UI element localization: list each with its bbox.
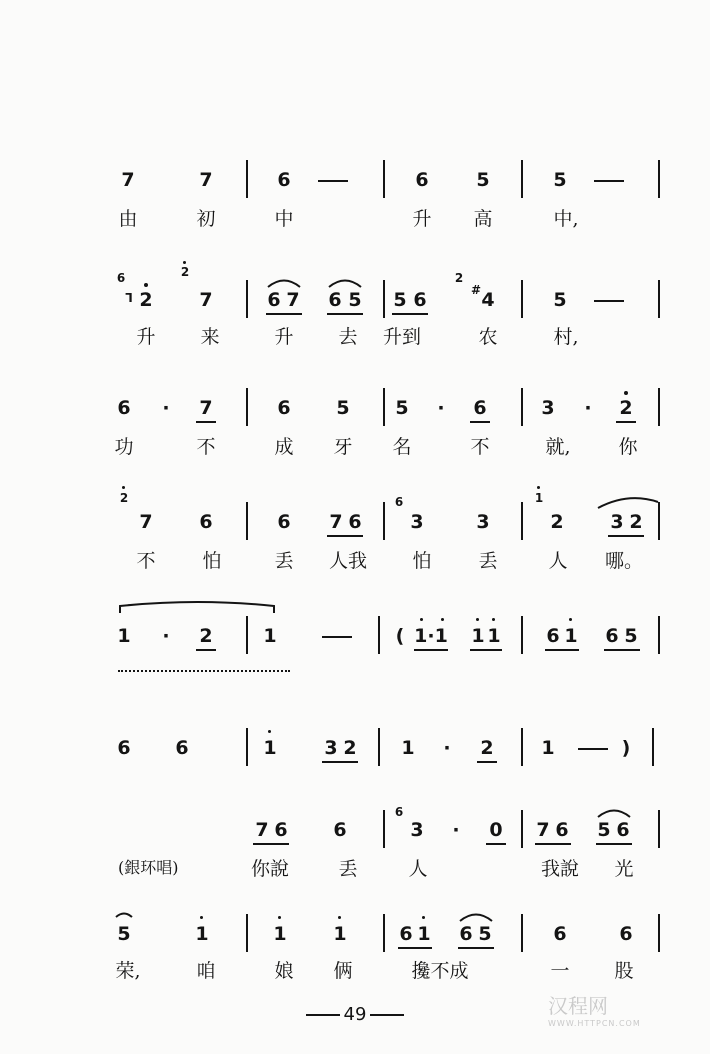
note: 6 xyxy=(117,397,131,419)
underline xyxy=(414,649,448,651)
lyric: 功 xyxy=(114,436,134,458)
note: 1 xyxy=(273,923,287,945)
note: 6 xyxy=(333,819,347,841)
upper-octave-dot xyxy=(422,916,425,919)
note: 6 xyxy=(553,923,567,945)
note: 6 xyxy=(546,625,560,647)
barline xyxy=(521,728,523,766)
note: 7 xyxy=(199,169,213,191)
note: 1·1 xyxy=(414,625,448,647)
lyric: 升 xyxy=(274,326,294,348)
lyric: 一 xyxy=(550,960,570,982)
barline xyxy=(658,616,660,654)
note: 5 xyxy=(597,819,611,841)
lyric: 怕 xyxy=(412,550,432,572)
grace-note: 2 xyxy=(119,491,129,505)
lyric: 哪。 xyxy=(604,550,644,572)
barline xyxy=(658,502,660,540)
lyric: 不 xyxy=(470,436,490,458)
note: 7 xyxy=(255,819,269,841)
barline xyxy=(521,914,523,952)
note: 6 xyxy=(328,289,342,311)
note: 1 xyxy=(541,737,555,759)
note: 5 xyxy=(336,397,350,419)
grace-note: 6 xyxy=(394,805,404,819)
note: 3 xyxy=(410,819,424,841)
lyric: 成 xyxy=(274,436,294,458)
underline xyxy=(196,421,216,423)
note: 6 xyxy=(413,289,427,311)
note: 5 xyxy=(478,923,492,945)
underline xyxy=(470,649,502,651)
footer-rule xyxy=(306,1014,340,1016)
grace-note: 2 xyxy=(180,265,190,279)
lyric: 咱 xyxy=(196,960,216,982)
barline xyxy=(521,388,523,426)
lyric: 中 xyxy=(274,208,294,230)
underline xyxy=(604,649,640,651)
note: 1 xyxy=(333,923,347,945)
lyric: 由 xyxy=(118,208,138,230)
lyric: 你說 xyxy=(250,858,290,880)
dot-extension: · xyxy=(162,625,170,647)
barline xyxy=(521,810,523,848)
lyric: 高 xyxy=(473,208,493,230)
note: 5 xyxy=(395,397,409,419)
underline xyxy=(616,421,636,423)
note: 5 xyxy=(553,169,567,191)
underline xyxy=(545,649,579,651)
upper-octave-dot xyxy=(200,916,203,919)
grace-note: 1 xyxy=(534,491,544,505)
note: 2 xyxy=(619,397,633,419)
upper-octave-dot xyxy=(569,618,572,621)
note: 3 xyxy=(410,511,424,533)
note: 2 xyxy=(139,289,153,311)
dot-extension: · xyxy=(584,397,592,419)
note: 1 xyxy=(263,625,277,647)
barline xyxy=(246,388,248,426)
note: 5 xyxy=(476,169,490,191)
slur xyxy=(266,276,302,288)
lyric: 俩 xyxy=(333,960,353,982)
barline xyxy=(521,160,523,198)
underline xyxy=(608,535,644,537)
note: 3 xyxy=(324,737,338,759)
note: 6 xyxy=(619,923,633,945)
note: 4 xyxy=(481,289,495,311)
note: 6 xyxy=(616,819,630,841)
tie xyxy=(596,496,660,510)
upper-octave-dot xyxy=(183,261,186,264)
note: 7 xyxy=(139,511,153,533)
dash xyxy=(322,636,352,638)
barline xyxy=(658,914,660,952)
note: 1 xyxy=(487,625,501,647)
lyric: 丢 xyxy=(274,550,294,572)
lyric: 不 xyxy=(196,436,216,458)
note: 1 xyxy=(564,625,578,647)
lyric: 攙不成 xyxy=(411,960,469,982)
note: 5 xyxy=(348,289,362,311)
underline xyxy=(596,843,632,845)
upper-octave-dot xyxy=(144,283,148,287)
barline xyxy=(521,616,523,654)
lyric: 名 xyxy=(392,436,412,458)
barline xyxy=(246,728,248,766)
dot-extension: · xyxy=(452,819,460,841)
grace-note: 2 xyxy=(454,271,464,285)
barline xyxy=(658,280,660,318)
barline xyxy=(383,914,385,952)
lyric: 人 xyxy=(548,550,568,572)
note: 6 xyxy=(277,169,291,191)
underline xyxy=(470,421,490,423)
barline xyxy=(246,616,248,654)
lyric: 怕 xyxy=(202,550,222,572)
lyric: 人我 xyxy=(328,550,368,572)
lyric: 娘 xyxy=(274,960,294,982)
upper-octave-dot xyxy=(537,486,540,489)
barline xyxy=(246,914,248,952)
note: 6 xyxy=(415,169,429,191)
underline xyxy=(253,843,289,845)
underline xyxy=(477,761,497,763)
note: 6 xyxy=(175,737,189,759)
note: 5 xyxy=(553,289,567,311)
singer-label: (銀环唱) xyxy=(118,858,179,877)
underline xyxy=(327,313,363,315)
underline xyxy=(322,761,358,763)
note: 5 xyxy=(393,289,407,311)
lyric: 丢 xyxy=(338,858,358,880)
barline xyxy=(521,280,523,318)
note: 5 xyxy=(624,625,638,647)
slur xyxy=(114,910,134,918)
note: 7 xyxy=(199,397,213,419)
note: 7 xyxy=(121,169,135,191)
upper-octave-dot xyxy=(492,618,495,621)
lyric: 升 xyxy=(412,208,432,230)
barline xyxy=(246,280,248,318)
note: 6 xyxy=(274,819,288,841)
slur xyxy=(596,806,632,818)
barline xyxy=(658,810,660,848)
lyric: 光 xyxy=(614,858,634,880)
lyric: 中, xyxy=(553,208,579,230)
grace-mark: ᒣ xyxy=(125,291,133,305)
upper-octave-dot xyxy=(476,618,479,621)
paren-close: ) xyxy=(621,737,631,759)
barline xyxy=(658,388,660,426)
upper-octave-dot xyxy=(441,618,444,621)
note: 6 xyxy=(277,397,291,419)
note: 7 xyxy=(286,289,300,311)
barline xyxy=(383,388,385,426)
lyric: 你 xyxy=(618,436,638,458)
upper-octave-dot xyxy=(268,730,271,733)
upper-octave-dot xyxy=(420,618,423,621)
note: 1 xyxy=(263,737,277,759)
lyric: 就, xyxy=(545,436,571,458)
upper-octave-dot xyxy=(624,391,628,395)
grace-note: 6 xyxy=(116,271,126,285)
note: 6 xyxy=(399,923,413,945)
lyric: 初 xyxy=(196,208,216,230)
note: 7 xyxy=(329,511,343,533)
slur xyxy=(458,910,494,922)
lyric: 升到 xyxy=(382,326,422,348)
barline xyxy=(378,616,380,654)
underline xyxy=(392,313,428,315)
note: 6 xyxy=(199,511,213,533)
note: 3 xyxy=(476,511,490,533)
note: 1 xyxy=(417,923,431,945)
paren-open: ( xyxy=(395,625,405,647)
barline xyxy=(378,728,380,766)
note: 1 xyxy=(401,737,415,759)
note: 6 xyxy=(117,737,131,759)
underline xyxy=(458,947,494,949)
note: 6 xyxy=(555,819,569,841)
lyric: 丢 xyxy=(478,550,498,572)
note: 1 xyxy=(117,625,131,647)
slur xyxy=(327,276,363,288)
dot-extension: · xyxy=(437,397,445,419)
note: 6 xyxy=(605,625,619,647)
lyric: 不 xyxy=(136,550,156,572)
note: 7 xyxy=(199,289,213,311)
note: 2 xyxy=(629,511,643,533)
note: 2 xyxy=(480,737,494,759)
lyric: 农 xyxy=(478,326,498,348)
barline xyxy=(383,160,385,198)
underline xyxy=(535,843,571,845)
note: 7 xyxy=(536,819,550,841)
upper-octave-dot xyxy=(122,486,125,489)
note: 3 xyxy=(541,397,555,419)
upper-octave-dot xyxy=(338,916,341,919)
watermark-text: 汉程网 xyxy=(548,994,608,1018)
underline xyxy=(327,535,363,537)
upper-octave-dot xyxy=(278,916,281,919)
underline xyxy=(266,313,302,315)
note: 6 xyxy=(459,923,473,945)
sharp-sign: # xyxy=(470,283,482,297)
barline xyxy=(246,160,248,198)
footer-rule xyxy=(370,1014,404,1016)
lyric: 去 xyxy=(338,326,358,348)
note: 1 xyxy=(471,625,485,647)
barline xyxy=(246,502,248,540)
dash xyxy=(578,748,608,750)
note: 2 xyxy=(343,737,357,759)
barline xyxy=(521,502,523,540)
note: 6 xyxy=(267,289,281,311)
note: 3 xyxy=(610,511,624,533)
watermark-url: WWW.HTTPCN.COM xyxy=(548,1019,641,1028)
note: 2 xyxy=(550,511,564,533)
dash xyxy=(594,180,624,182)
note: 6 xyxy=(473,397,487,419)
lyric: 村, xyxy=(553,326,579,348)
barline xyxy=(383,502,385,540)
underline xyxy=(196,649,216,651)
watermark-logo xyxy=(548,990,641,1028)
lyric: 荣, xyxy=(115,960,141,982)
grace-note: 6 xyxy=(394,495,404,509)
tie xyxy=(118,600,276,614)
dotted-extension-line xyxy=(118,670,290,672)
barline xyxy=(652,728,654,766)
note: 0 xyxy=(489,819,503,841)
underline xyxy=(486,843,506,845)
lyric: 牙 xyxy=(333,436,353,458)
lyric: 股 xyxy=(614,960,634,982)
note: 2 xyxy=(199,625,213,647)
dash xyxy=(318,180,348,182)
note: 6 xyxy=(348,511,362,533)
lyric: 升 xyxy=(136,326,156,348)
page-number: 49 xyxy=(343,1004,367,1025)
dot-extension: · xyxy=(162,397,170,419)
underline xyxy=(398,947,432,949)
note: 1 xyxy=(195,923,209,945)
dash xyxy=(594,300,624,302)
lyric: 来 xyxy=(200,326,220,348)
dot-extension: · xyxy=(443,737,451,759)
barline xyxy=(383,280,385,318)
barline xyxy=(658,160,660,198)
lyric: 人 xyxy=(408,858,428,880)
note: 6 xyxy=(277,511,291,533)
barline xyxy=(383,810,385,848)
lyric: 我說 xyxy=(540,858,580,880)
note: 5 xyxy=(117,923,131,945)
